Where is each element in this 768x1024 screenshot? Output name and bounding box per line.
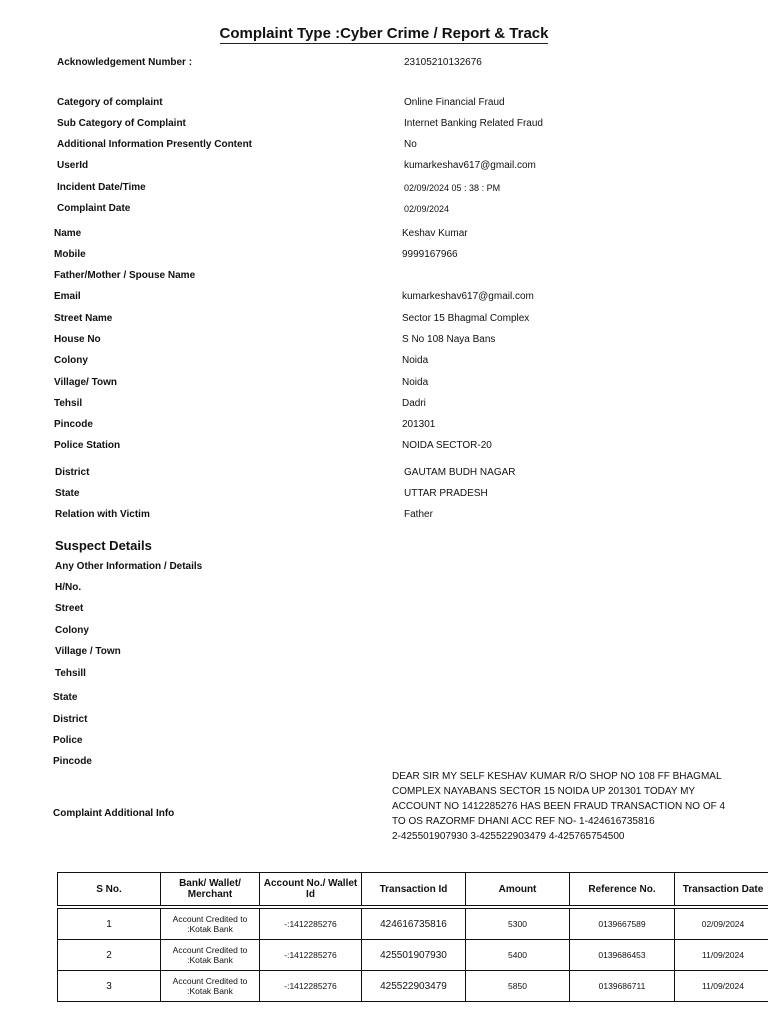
cell-date: 02/09/2024 — [675, 909, 768, 940]
col-header-sno: S No. — [58, 873, 161, 906]
transaction-table — [57, 872, 768, 1002]
field-label: Sub Category of Complaint — [57, 118, 186, 129]
field-label: Pincode — [54, 419, 93, 430]
cell-bank: Account Credited to :Kotak Bank — [161, 909, 260, 940]
cell-sno: 1 — [58, 909, 161, 940]
cell-account: -:1412285276 — [260, 909, 362, 940]
field-label: Mobile — [54, 249, 86, 260]
field-label: Relation with Victim — [55, 509, 150, 520]
field-label: Category of complaint — [57, 97, 163, 108]
field-label: Additional Information Presently Content — [57, 139, 253, 150]
cell-amount: 5850 — [466, 971, 570, 1002]
suspect-field-label: Any Other Information / Details — [55, 561, 203, 572]
field-label: Colony — [54, 355, 88, 366]
field-value: 02/09/2024 — [404, 204, 450, 214]
field-value: 9999167966 — [402, 249, 458, 260]
col-header-txid: Transaction Id — [362, 873, 466, 906]
field-label: Police Station — [54, 440, 121, 451]
field-value: Father — [404, 509, 433, 520]
field-label: State — [55, 488, 80, 499]
field-value: Sector 15 Bhagmal Complex — [402, 313, 530, 324]
table-row — [58, 909, 768, 940]
cell-sno: 3 — [58, 971, 161, 1002]
cell-account: -:1412285276 — [260, 940, 362, 971]
field-value: NOIDA SECTOR-20 — [402, 440, 492, 451]
suspect-field-label: Tehsill — [55, 668, 86, 679]
field-value: 23105210132676 — [404, 57, 482, 68]
suspect-details-heading: Suspect Details — [55, 538, 152, 553]
cell-amount: 5400 — [466, 940, 570, 971]
additional-info-text: DEAR SIR MY SELF KESHAV KUMAR R/O SHOP NO 108 FF BHAGMAL COMPLEX NAYABANS SECTOR 15 NOIDA UP 201301 TODAY MY ACCOUNT NO 1412285276 HAS BEEN FRAUD TRANSACTION NO OF 4 TO OS RAZORMF DHANI ACC REF NO- 1-424616735816 2-425501907930 3-425522903479 4-425765754500 — [392, 771, 726, 842]
field-value: Keshav Kumar — [402, 228, 468, 239]
field-label: Street Name — [54, 313, 113, 324]
cell-amount: 5300 — [466, 909, 570, 940]
cell-bank: Account Credited to :Kotak Bank — [161, 971, 260, 1002]
suspect-field-label: Pincode — [53, 756, 92, 767]
field-label: Father/Mother / Spouse Name — [54, 270, 196, 281]
suspect-field-label: Village / Town — [55, 646, 121, 657]
field-value: Online Financial Fraud — [404, 97, 505, 108]
field-value: 201301 — [402, 419, 436, 430]
field-label: Incident Date/Time — [57, 182, 146, 193]
cell-txid: 425501907930 — [362, 940, 466, 971]
additional-info-label: Complaint Additional Info — [53, 808, 175, 819]
cell-sno: 2 — [58, 940, 161, 971]
col-header-bank: Bank/ Wallet/ Merchant — [161, 873, 260, 906]
cell-txid: 424616735816 — [362, 909, 466, 940]
col-header-ref: Reference No. — [570, 873, 675, 906]
cell-date: 11/09/2024 — [675, 971, 768, 1002]
suspect-field-label: State — [53, 692, 78, 703]
table-row — [58, 940, 768, 971]
field-label: Name — [54, 228, 82, 239]
cell-ref: 0139667589 — [570, 909, 675, 940]
field-value: S No 108 Naya Bans — [402, 334, 496, 345]
col-header-account: Account No./ Wallet Id — [260, 873, 362, 906]
cell-account: -:1412285276 — [260, 971, 362, 1002]
page-title-text: Complaint Type :Cyber Crime / Report & Track — [219, 25, 549, 42]
field-value: Noida — [402, 377, 429, 388]
cell-bank: Account Credited to :Kotak Bank — [161, 940, 260, 971]
cell-ref: 0139686453 — [570, 940, 675, 971]
field-label: House No — [54, 334, 101, 345]
cell-txid: 425522903479 — [362, 971, 466, 1002]
suspect-field-label: Colony — [55, 625, 89, 636]
field-value: GAUTAM BUDH NAGAR — [404, 467, 516, 478]
field-value: kumarkeshav617@gmail.com — [402, 291, 534, 302]
field-value: No — [404, 139, 417, 150]
suspect-field-label: District — [53, 714, 88, 725]
field-label: Acknowledgement Number : — [57, 57, 193, 68]
suspect-field-label: Street — [55, 603, 84, 614]
table-header-row — [58, 873, 768, 906]
field-label: Complaint Date — [57, 203, 131, 214]
col-header-date: Transaction Date — [675, 873, 768, 906]
field-label: Email — [54, 291, 81, 302]
field-label: District — [55, 467, 90, 478]
field-value: Dadri — [402, 398, 426, 409]
cell-date: 11/09/2024 — [675, 940, 768, 971]
table-row — [58, 971, 768, 1002]
transaction-table-body — [58, 906, 768, 1002]
field-value: UTTAR PRADESH — [404, 488, 488, 499]
field-value: kumarkeshav617@gmail.com — [404, 160, 536, 171]
suspect-field-label: Police — [53, 735, 83, 746]
field-label: Tehsil — [54, 398, 83, 409]
field-value: Internet Banking Related Fraud — [404, 118, 543, 129]
field-label: Village/ Town — [54, 377, 117, 388]
cell-ref: 0139686711 — [570, 971, 675, 1002]
suspect-field-label: H/No. — [55, 582, 82, 593]
field-value: Noida — [402, 355, 429, 366]
field-value: 02/09/2024 05 : 38 : PM — [404, 183, 501, 193]
col-header-amount: Amount — [466, 873, 570, 906]
field-label: UserId — [57, 160, 89, 171]
page-title — [0, 25, 768, 42]
